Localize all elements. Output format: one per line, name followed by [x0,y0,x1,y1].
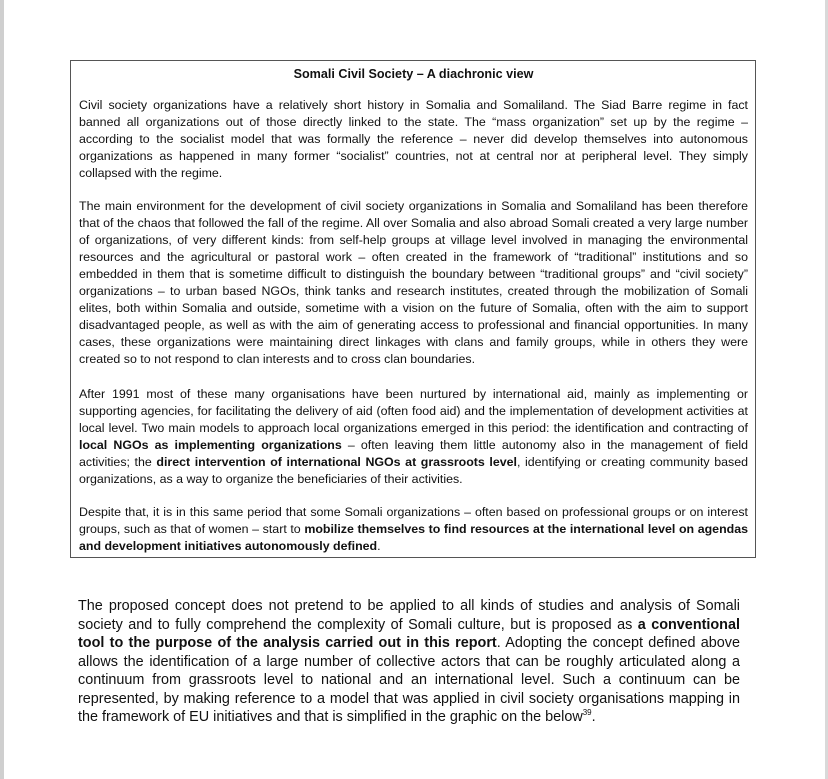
text-run: The proposed concept does not pretend to be applied to all kinds of studies and analysis of Somali society and to fully comprehend the complexity of Somali culture, but is proposed as [78,598,740,633]
bold-run: local NGOs as implementing organizations [79,438,342,452]
box-title: Somali Civil Society – A diachronic view [293,67,534,81]
text-run: . [377,539,381,553]
box-paragraph-4 [79,504,748,555]
box-paragraph-3 [79,386,748,488]
text-run: Despite that, it is in this same period that some Somali organizations – often based on professional groups or on interest groups, such as that of women – start to [79,505,748,536]
page-left-edge [0,0,4,779]
sidebar-box [70,60,756,558]
bold-run: mobilize themselves to find resources at the international level on agendas and development initiatives autonomously defined [79,522,748,553]
text-run: . Adopting the concept defined above allows the identification of a large number of collective actors that can be roughly articulated along a continuum from grassroots level to national and an international level. Such a continuum can be represented, by making reference to a model that was applied in civil society organisations mapping in the framework of EU initiatives and that is simplified in the graphic on the below [78,635,740,725]
text-run: . [591,709,596,725]
box-paragraph-2: The main environment for the development of civil society organizations in Somalia and Somaliland has been therefore that of the chaos that followed the fall of the regime. All over Somalia and also abroad Somali created a very large number of organizations, of very different kinds: from self-help groups at village level involved in managing the environmental resources and the agricultural or pastoral work – often created in the framework of “traditional” institutions and so embedded in them that is sometime difficult to distinguish the boundary between “traditional groups” and “civil society” organizations – to urban based NGOs, think tanks and research institutes, created through the mobilization of Somali elites, both within Somalia and outside, sometime with a vision on the future of Somalia, often with the aim to support disadvantaged people, as well as with the aim of generating access to professional and financial opportunities. In many cases, these organizations were maintaining direct linkages with clans and family groups, while in others they were created so to not respond to clan interests and to cross clan boundaries. [79,199,748,366]
bold-run: direct intervention of international NGOs at grassroots level [156,455,517,469]
footnote-ref[interactable]: 39 [582,708,592,717]
text-run: , identifying or creating community based organizations, as a way to organize the beneficiaries of their activities. [79,455,748,486]
body-paragraph [78,597,740,727]
text-run: – often leaving them little autonomy also in the management of field activities; the [79,438,748,469]
text-run: After 1991 most of these many organisations have been nurtured by international aid, mainly as implementing or supporting agencies, for facilitating the delivery of aid (often food aid) and the implementation of development activities at local level. Two main models to approach local organizations emerged in this period: the identification and contracting of [79,387,748,435]
box-paragraph-1: Civil society organizations have a relatively short history in Somalia and Somaliland. The Siad Barre regime in fact banned all organizations out of those directly linked to the state. The “mass organization” set up by the regime – according to the socialist model that was formally the reference – never did develop themselves into autonomous organizations as happened in many former “socialist” countries, not at central nor at peripheral level. They simply collapsed with the regime. [79,98,748,180]
bold-run: a conventional tool to the purpose of the analysis carried out in this report [78,616,740,651]
